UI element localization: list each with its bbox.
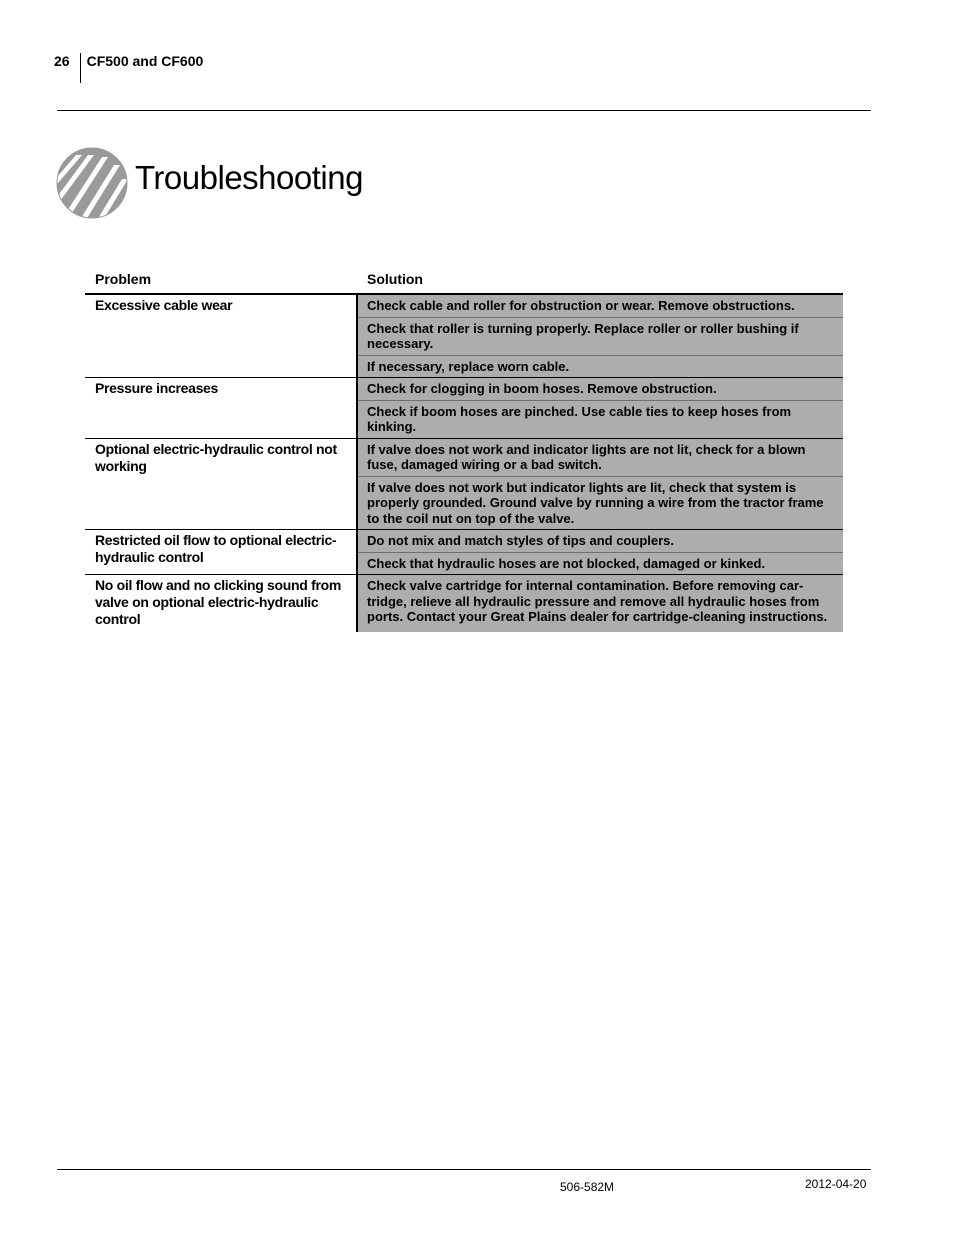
solution-item: If valve does not work and indicator lights are not lit, check for a blown fuse, damaged wiring or a bad switch. [358,439,843,477]
solutions-cell [358,378,843,438]
model-name: CF500 and CF600 [86,53,204,69]
problem-cell: Pressure increases [85,378,358,438]
table-row [85,530,843,575]
solutions-cell [358,575,843,632]
page-title: Troubleshooting [135,159,363,196]
solution-item: If necessary, replace worn cable. [367,358,570,374]
header-problem: Problem [95,271,152,287]
solution-item: Check that hydraulic hoses are not blocked, damaged or kinked. [367,555,766,571]
solution-item: Do not mix and match styles of tips and couplers. [358,530,843,553]
table-row [85,439,843,531]
header-solution: Solution [367,271,423,287]
solution-item: Check that roller is turning properly. Replace roller or roller bushing if necessary. [358,318,843,356]
solution-item: Check cable and roller for obstruction or wear. Remove obstructions. [358,295,843,318]
header-rule [57,110,871,111]
header-divider [80,53,81,83]
solution-item: Check if boom hoses are pinched. Use cable ties to keep hoses from kinking. [367,403,792,434]
solutions-cell [358,295,843,377]
document-number: 506-582M [560,1180,615,1194]
solution-item: If valve does not work but indicator lights are lit, check that system is properly grounded. Ground valve by running a wire from the tractor frame to the coil nut on top of the valve. [367,479,824,526]
table-row [85,575,843,632]
table-row [85,378,843,439]
document-date: 2012-04-20 [805,1177,867,1191]
problem-cell: Optional electric-hydraulic control not working [85,439,358,530]
brand-logo-icon [56,147,128,219]
problem-cell: No oil flow and no clicking sound from valve on optional electric-hydraulic control [85,575,358,632]
problem-cell: Restricted oil flow to optional electric-hydraulic control [85,530,358,574]
table-row [85,295,843,378]
page-header [54,53,203,83]
solutions-cell [358,439,843,530]
footer-rule [57,1169,871,1170]
solution-item: Check for clogging in boom hoses. Remove obstruction. [358,378,843,401]
table-header [85,268,843,295]
solution-item: Check valve cartridge for internal contamination. Before removing car-tridge, relieve all hydraulic pressure and remove all hydraulic hoses from ports. Contact your Great Plains dealer for cartridge-cleaning instructions. [367,578,828,624]
troubleshooting-table [85,268,843,632]
solutions-cell [358,530,843,574]
problem-cell: Excessive cable wear [85,295,358,377]
page-number: 26 [54,53,70,69]
